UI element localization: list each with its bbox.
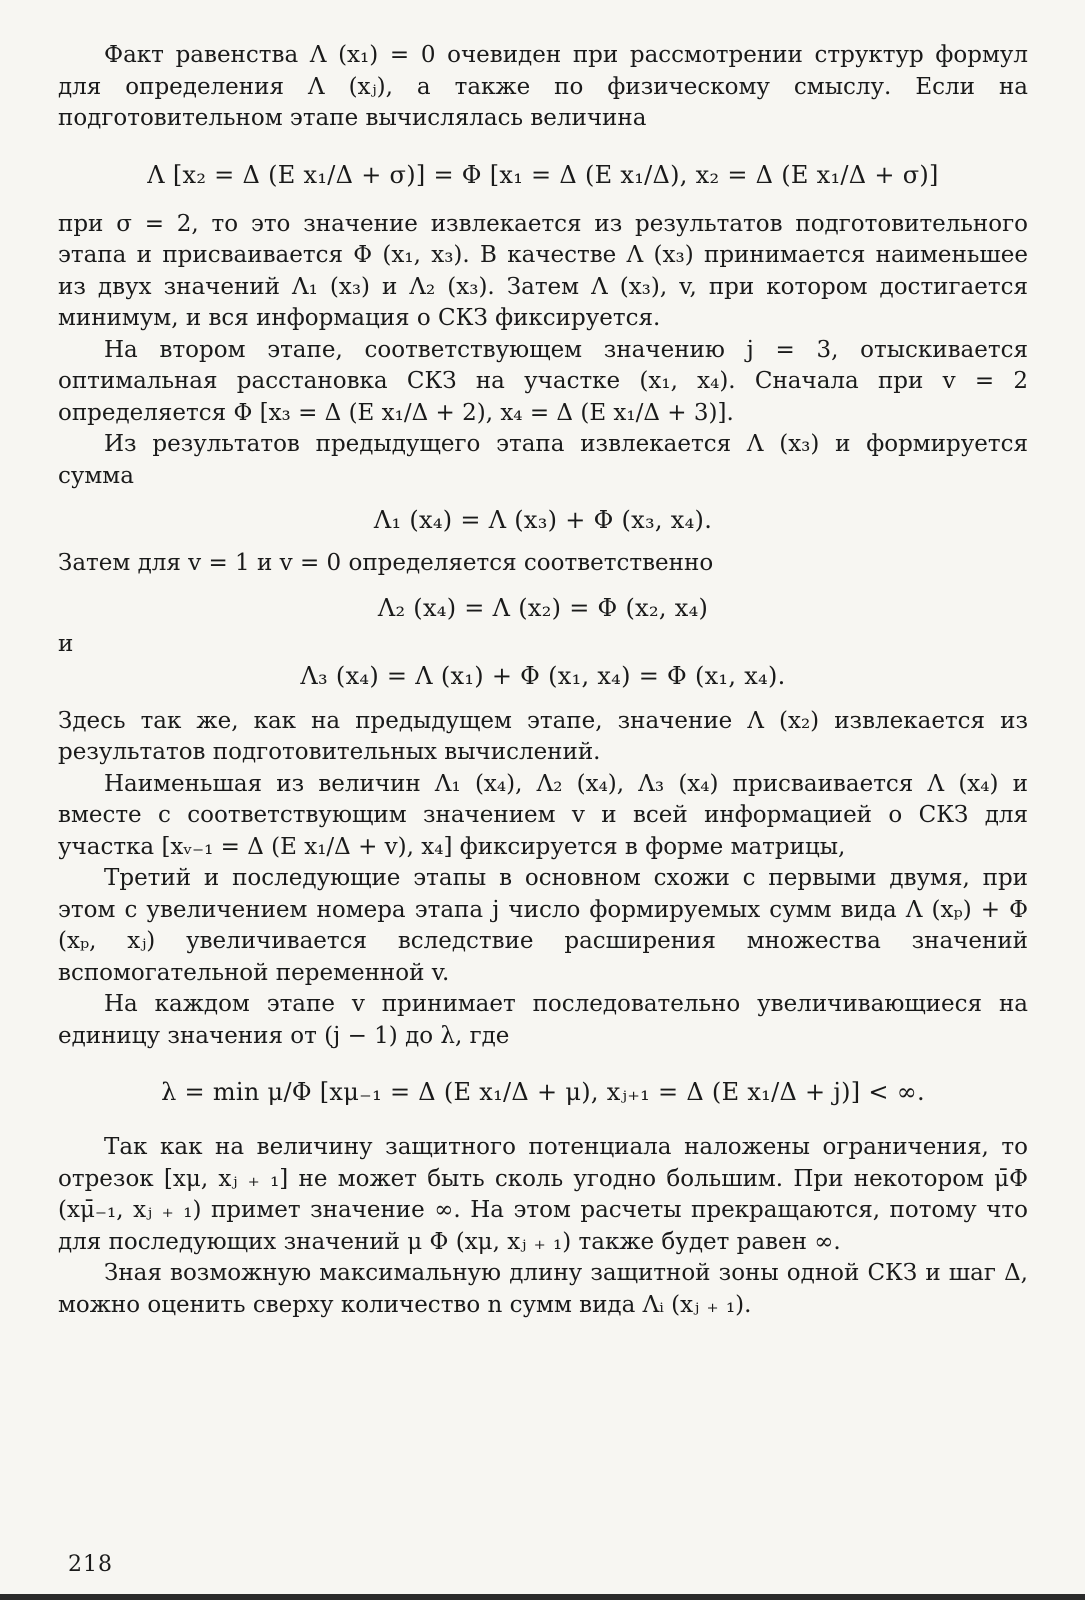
page-body — [58, 40, 1028, 1321]
formula: Λ₃ (x₄) = Λ (x₁) + Φ (x₁, x₄) = Φ (x₁, x₄). — [300, 661, 786, 690]
formula: λ = min μ/Φ [xμ₋₁ = Δ (E x₁/Δ + μ), xⱼ₊₁ = Δ (E x₁/Δ + j)] < ∞. — [161, 1078, 925, 1106]
paragraph: Затем для v = 1 и v = 0 определяется соответственно — [58, 550, 714, 576]
formula: Λ [x₂ = Δ (E x₁/Δ + σ)] = Φ [x₁ = Δ (E x₁/Δ), x₂ = Δ (E x₁/Δ + σ)] — [147, 160, 939, 189]
paragraph: Факт равенства Λ (x₁) = 0 очевиден при рассмотрении структур формул для определения Λ (xⱼ), а также по физическому смыслу. Если на подготовительном этапе вычислялась величина — [58, 42, 1028, 131]
paragraph: Зная возможную максимальную длину защитной зоны одной СКЗ и шаг Δ, можно оценить сверху количество n сумм вида Λᵢ (xⱼ ₊ ₁). — [58, 1260, 1028, 1318]
paragraph: На втором этапе, соответствующем значению j = 3, отыскивается оптимальная расстановка СКЗ на участке (x₁, x₄). Сначала при v = 2 определяется Φ [x₃ = Δ (E x₁/Δ + 2), x₄ = Δ (E x₁/Δ + 3)]. — [58, 336, 1028, 426]
paragraph: Из результатов предыдущего этапа извлекается Λ (x₃) и формируется сумма — [58, 431, 1028, 489]
formula: Λ₁ (x₄) = Λ (x₃) + Φ (x₃, x₄). — [373, 506, 713, 534]
conjunction: и — [58, 630, 74, 657]
page-number: 218 — [68, 1552, 113, 1577]
paragraph: при σ = 2, то это значение извлекается из результатов подготовительного этапа и присваивается Φ (x₁, x₃). В качестве Λ (x₃) принимается наименьшее из двух значений Λ₁ (x₃) и Λ₂ (x₃). Затем Λ (x₃), v, при котором достигается минимум, и вся информация о СКЗ фиксируется. — [58, 210, 1028, 331]
formula: Λ₂ (x₄) = Λ (x₂) = Φ (x₂, x₄) — [377, 593, 709, 622]
paragraph: Так как на величину защитного потенциала наложены ограничения, то отрезок [xμ, xⱼ ₊ ₁] не может быть сколь угодно большим. При некотором μ̄Φ (xμ̄₋₁, xⱼ ₊ ₁) примет значение ∞. На этом расчеты прекращаются, потому что для последующих значений μ Φ (xμ, xⱼ ₊ ₁) также будет равен ∞. — [58, 1134, 1028, 1255]
scan-edge — [0, 1594, 1085, 1600]
paragraph: Третий и последующие этапы в основном схожи с первыми двумя, при этом с увеличением номера этапа j число формируемых сумм вида Λ (xₚ) + Φ (xₚ, xⱼ) увеличивается вследствие расширения множества значений вспомогательной переменной v. — [58, 865, 1028, 986]
paragraph: Наименьшая из величин Λ₁ (x₄), Λ₂ (x₄), Λ₃ (x₄) присваивается Λ (x₄) и вместе с соответствующим значением v и всей информацией о СКЗ для участка [xᵥ₋₁ = Δ (E x₁/Δ + v), x₄] фиксируется в форме матрицы, — [58, 770, 1028, 860]
paragraph: На каждом этапе v принимает последовательно увеличивающиеся на единицу значения от (j − 1) до λ, где — [58, 991, 1028, 1049]
paragraph: Здесь так же, как на предыдущем этапе, значение Λ (x₂) извлекается из результатов подготовительных вычислений. — [58, 707, 1028, 765]
